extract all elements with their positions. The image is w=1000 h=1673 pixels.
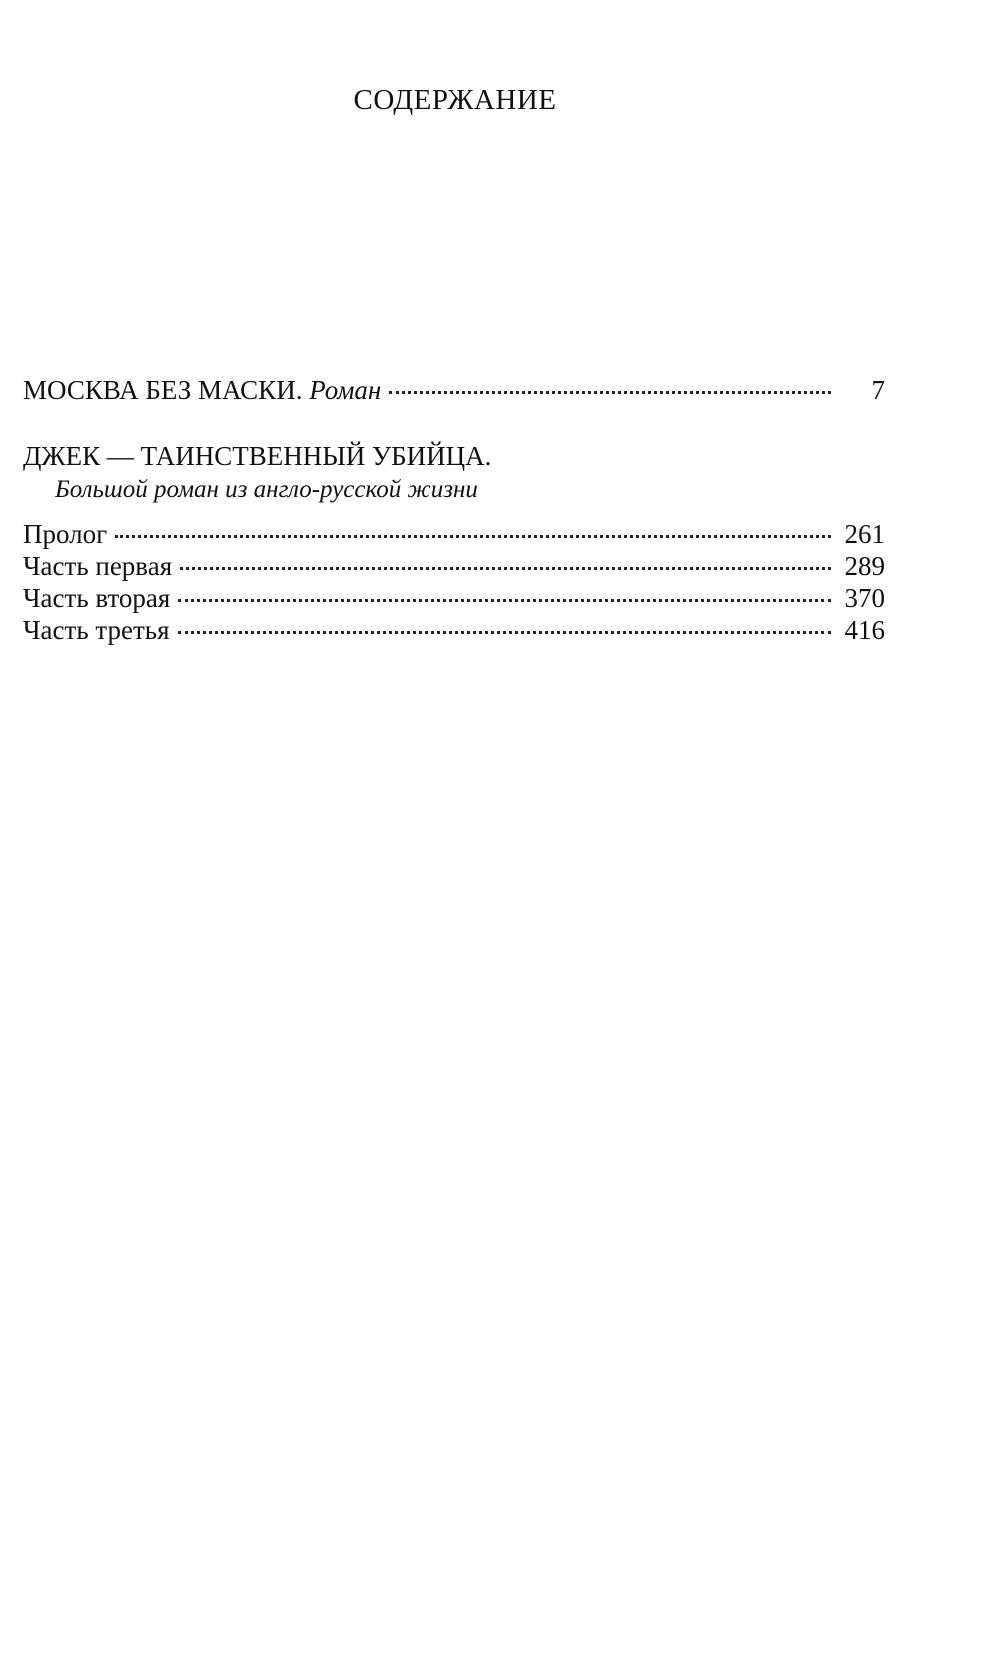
toc-part-label: Часть вторая bbox=[23, 583, 171, 613]
dot-leader bbox=[178, 631, 831, 634]
dot-leader bbox=[178, 599, 831, 602]
toc-part-label: Пролог bbox=[23, 519, 108, 549]
page-title: СОДЕРЖАНИЕ bbox=[353, 84, 557, 116]
toc-page-number: 261 bbox=[844, 519, 885, 549]
toc-entry-title: МОСКВА БЕЗ МАСКИ. bbox=[23, 375, 303, 405]
toc-part-label: Часть первая bbox=[23, 551, 173, 581]
toc-part-label: Часть третья bbox=[23, 615, 170, 645]
toc-page-number: 289 bbox=[844, 551, 885, 581]
toc-entry-genre: Роман bbox=[309, 375, 382, 405]
toc-entry-moscow bbox=[23, 374, 885, 406]
toc-page-number: 416 bbox=[844, 615, 885, 645]
toc-entry-label bbox=[23, 374, 381, 406]
dot-leader bbox=[389, 391, 831, 394]
toc-page-number: 370 bbox=[844, 583, 885, 613]
toc-part-row bbox=[23, 582, 885, 614]
dot-leader bbox=[180, 567, 831, 570]
dot-leader bbox=[115, 535, 831, 538]
section-title: ДЖЕК — ТАИНСТВЕННЫЙ УБИЙЦА. bbox=[23, 441, 492, 471]
toc-page-number: 7 bbox=[871, 375, 885, 405]
toc-part-row bbox=[23, 614, 885, 646]
toc-part-row bbox=[23, 518, 885, 550]
section-subtitle: Большой роман из англо-русской жизни bbox=[55, 476, 478, 503]
toc-part-row bbox=[23, 550, 885, 582]
